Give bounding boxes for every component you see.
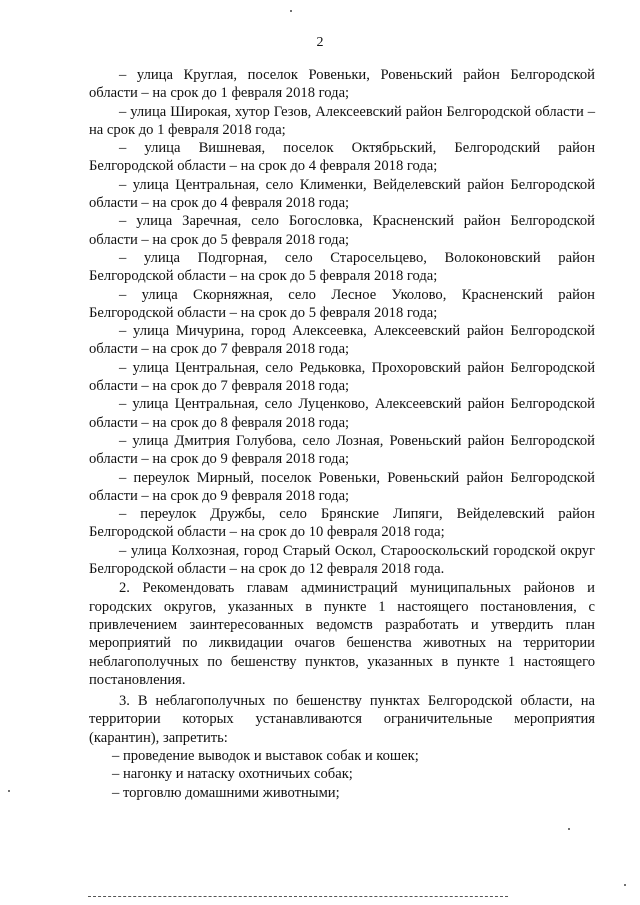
street-item-10: – улица Центральная, село Луценково, Алексеевский район Белгородской области – на срок до 8 февраля 2018 года;: [89, 396, 595, 431]
footer-dashed-line: [88, 896, 508, 897]
scan-speck: [290, 10, 292, 12]
prohibition-item-1: – проведение выводок и выставок собак и кошек;: [112, 747, 419, 764]
street-item-3: – улица Вишневая, поселок Октябрьский, Белгородский район Белгородской области – на срок до 4 февраля 2018 года;: [89, 140, 595, 175]
street-item-9: – улица Центральная, село Редьковка, Прохоровский район Белгородской области – на срок до 7 февраля 2018 года;: [89, 359, 595, 395]
street-item-1: – улица Круглая, поселок Ровеньки, Ровеньский район Белгородской области – на срок до 1 февраля 2018 года;: [89, 67, 595, 102]
street-item-5: – улица Заречная, село Богословка, Красненский район Белгородской области – на срок до 5 февраля 2018 года;: [89, 213, 595, 248]
prohibition-item-3: – торговлю домашними животными;: [112, 784, 340, 801]
street-item-2: – улица Широкая, хутор Гезов, Алексеевский район Белгородской области – на срок до 1 февраля 2018 года;: [89, 103, 595, 138]
page-number: 2: [316, 35, 324, 50]
street-item-8: – улица Мичурина, город Алексеевка, Алексеевский район Белгородской области – на срок до 7 февраля 2018 года;: [89, 323, 595, 358]
prohibition-item-2: – нагонку и натаску охотничьих собак;: [112, 766, 353, 783]
scan-speck: [568, 828, 570, 830]
document-body: [89, 66, 595, 802]
street-item-7: – улица Скорняжная, село Лесное Уколово, Красненский район Белгородской области – на срок до 5 февраля 2018 года;: [89, 286, 595, 321]
street-item-11: – улица Дмитрия Голубова, село Лозная, Ровеньский район Белгородской области – на срок до 9 февраля 2018 года;: [89, 432, 595, 468]
street-item-6: – улица Подгорная, село Старосельцево, Волоконовский район Белгородской области – на срок до 5 февраля 2018 года;: [89, 249, 595, 285]
street-item-14: – улица Колхозная, город Старый Оскол, Старооскольский городской округ Белгородской области – на срок до 12 февраля 2018 года.: [89, 542, 595, 578]
street-item-4: – улица Центральная, село Клименки, Вейделевский район Белгородской области – на срок до 4 февраля 2018 года;: [89, 176, 595, 212]
street-item-12: – переулок Мирный, поселок Ровеньки, Ровеньский район Белгородской области – на срок до 9 февраля 2018 года;: [89, 469, 595, 504]
scan-speck: [624, 884, 626, 886]
scan-speck: [8, 790, 10, 792]
street-item-13: – переулок Дружбы, село Брянские Липяги, Вейделевский район Белгородской области – на срок до 10 февраля 2018 года;: [89, 506, 595, 541]
clause-2: 2. Рекомендовать главам администраций муниципальных районов и городских округов, указанных в пункте 1 настоящего постановления, с привлечением заинтересованных ведомств разработать и утвердить план мероприятий по ликвидации очагов бешенства животных на территории неблагополучных по бешенству пунктов, указанных в пункте 1 настоящего постановления.: [89, 580, 595, 688]
clause-3-intro: 3. В неблагополучных по бешенству пунктах Белгородской области, на территории которых устанавливаются ограничительные мероприятия (карантин), запретить:: [89, 693, 595, 746]
